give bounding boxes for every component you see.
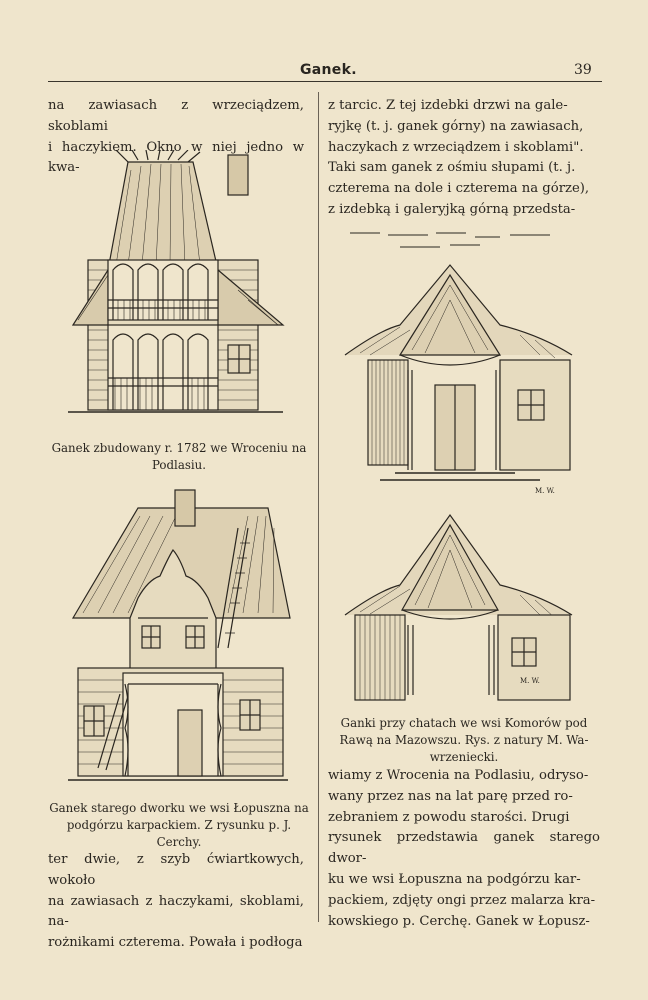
text-line: wiamy z Wrocenia na Podlasiu, odryso- (328, 768, 589, 783)
signature-top: M. W. (535, 487, 555, 495)
text-line: ryjkę (t. j. ganek górny) na zawiasach, (328, 118, 584, 134)
text-line: Taki sam ganek z ośmiu słupami (t. j. (328, 160, 576, 176)
caption-line: podgórzu karpackiem. Z rysunku p. J. Cerchy. (66, 818, 292, 849)
text-line: wany przez nas na lat parę przed ro- (328, 788, 573, 804)
text-line: ter dwie, z szyb ćwiartkowych, wokoło (48, 852, 304, 888)
right-column-bottom-text (328, 766, 600, 932)
right-column-top-text (328, 96, 600, 221)
text-line: kowskiego p. Cerchę. Ganek w Łopusz- (328, 913, 590, 929)
caption-line: Rawą na Mazowszu. Rys. z natury M. Wa- (339, 733, 589, 747)
text-line: ku we wsi Łopuszna na podgórzu kar- (328, 871, 581, 887)
figure-komorow-porches (340, 225, 576, 705)
caption-line: Ganki przy chatach we wsi Komorów pod (340, 716, 588, 730)
caption-line: Ganek zbudowany r. 1782 we Wroceniu na (51, 441, 307, 455)
figure1-caption (48, 440, 310, 474)
text-line: zebraniem z powodu starości. Drugi (328, 809, 570, 825)
figure3-caption (326, 715, 602, 766)
text-line: packiem, zdjęty ongi przez malarza kra- (328, 892, 596, 908)
caption-line: Podlasiu. (151, 458, 207, 472)
text-line: czterema na dole i czterema na górze), (328, 181, 590, 197)
figure-lopuszna-porch (68, 488, 292, 788)
column-divider (318, 92, 319, 922)
text-line: rożnikami czterema. Powała i podłoga (48, 935, 303, 951)
figure-wroceni-porch (68, 150, 288, 420)
caption-line: Ganek starego dworku we wsi Łopuszna na (49, 801, 309, 815)
signature-bottom: M. W. (520, 677, 540, 685)
text-line: i haczykiem. Okno w niej jedno w kwa- (48, 139, 304, 176)
text-line: na zawiasach z wrzeciądzem, skoblami (48, 98, 304, 134)
header-rule (48, 81, 602, 82)
running-head-title: Ganek. (300, 62, 357, 78)
caption-line: wrzeniecki. (429, 750, 499, 764)
text-line: z tarcic. Z tej izdebki drzwi na gale- (328, 98, 568, 113)
text-line: haczykach z wrzeciądzem i skoblami". (328, 139, 584, 155)
left-column-bottom-text (48, 850, 304, 954)
text-line: z izdebką i galeryjką górną przedsta- (328, 201, 576, 217)
figure2-caption (48, 800, 310, 851)
text-line: na zawiasach z haczykami, skoblami, na- (48, 893, 304, 930)
page-number: 39 (574, 62, 592, 78)
text-line: rysunek przedstawia ganek starego dwor- (328, 830, 600, 867)
